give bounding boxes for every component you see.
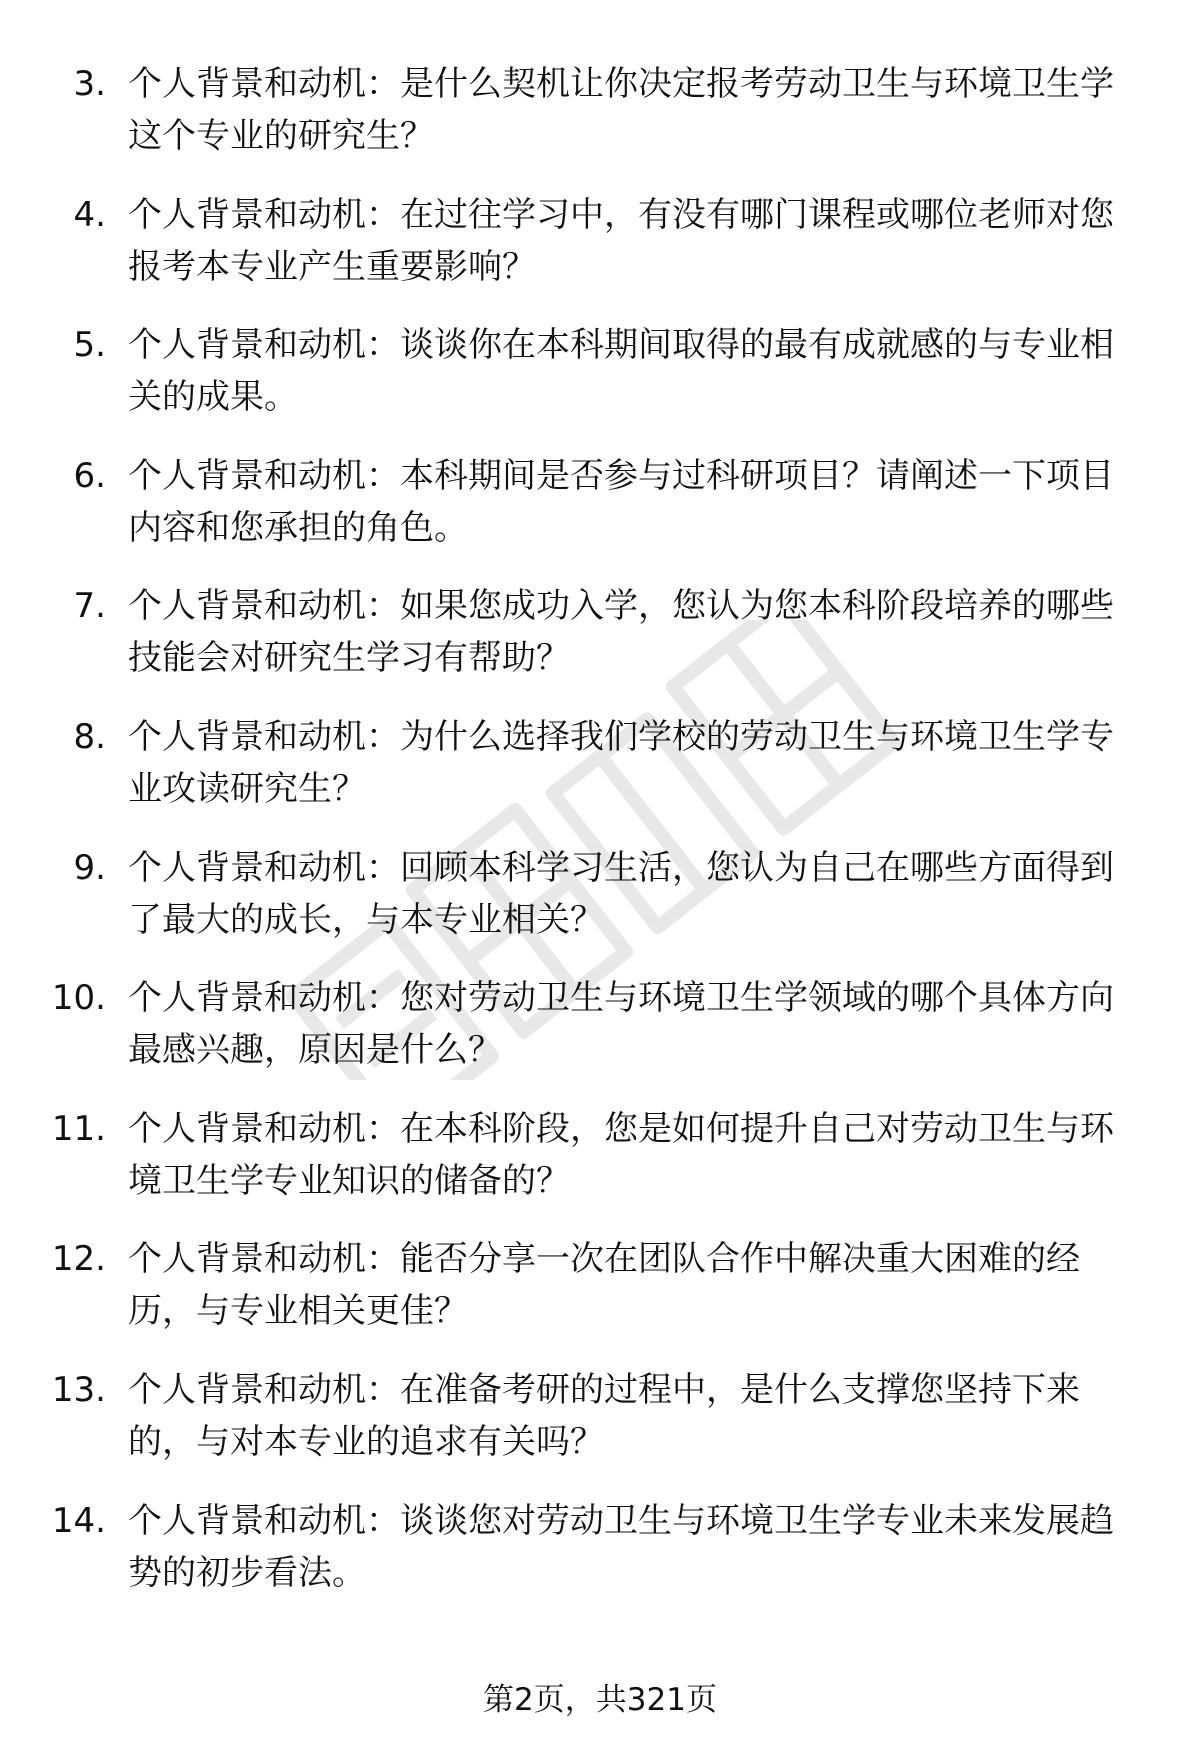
question-text: 个人背景和动机：在准备考研的过程中，是什么支撑您坚持下来的，与对本专业的追求有关吗？ (128, 1369, 1080, 1462)
list-item (0, 1103, 1200, 1234)
list-item (0, 1364, 1200, 1495)
question-text: 个人背景和动机：在本科阶段，您是如何提升自己对劳动卫生与环境卫生学专业知识的储备的？ (128, 1108, 1114, 1201)
question-number: 4. (73, 194, 106, 235)
question-number: 12. (51, 1239, 106, 1280)
question-number: 3. (73, 64, 106, 104)
list-item (0, 711, 1200, 842)
page-footer: 第2页，共321页 (483, 1682, 717, 1718)
list-item (0, 972, 1200, 1103)
list-item (0, 189, 1200, 320)
question-number: 9. (73, 847, 106, 888)
question-number: 13. (51, 1369, 106, 1410)
question-text: 个人背景和动机：在过往学习中，有没有哪门课程或哪位老师对您报考本专业产生重要影响？ (128, 194, 1114, 287)
question-number: 5. (73, 325, 106, 366)
list-item (0, 1233, 1200, 1364)
question-text: 个人背景和动机：您对劳动卫生与环境卫生学领域的哪个具体方向最感兴趣，原因是什么？ (128, 978, 1114, 1071)
question-text: 个人背景和动机：为什么选择我们学校的劳动卫生与环境卫生学专业攻读研究生？ (128, 716, 1114, 809)
question-list (0, 58, 1200, 1625)
question-text: 个人背景和动机：本科期间是否参与过科研项目？请阐述一下项目内容和您承担的角色。 (128, 455, 1114, 548)
question-text: 个人背景和动机：如果您成功入学，您认为您本科阶段培养的哪些技能会对研究生学习有帮助？ (128, 586, 1114, 679)
list-item (0, 58, 1200, 189)
question-text: 个人背景和动机：谈谈你在本科期间取得的最有成就感的与专业相关的成果。 (128, 325, 1114, 418)
question-number: 8. (73, 716, 106, 757)
question-text: 个人背景和动机：能否分享一次在团队合作中解决重大困难的经历，与专业相关更佳？ (128, 1239, 1080, 1332)
question-text: 个人背景和动机：是什么契机让你决定报考劳动卫生与环境卫生学这个专业的研究生？ (128, 64, 1114, 156)
question-number: 11. (51, 1108, 106, 1149)
list-item (0, 580, 1200, 711)
list-item (0, 450, 1200, 581)
list-item (0, 319, 1200, 450)
question-number: 10. (51, 978, 106, 1019)
question-number: 6. (73, 455, 106, 496)
question-number: 7. (73, 586, 106, 627)
list-item (0, 1495, 1200, 1626)
question-number: 14. (51, 1500, 106, 1541)
list-item (0, 842, 1200, 973)
question-text: 个人背景和动机：回顾本科学习生活，您认为自己在哪些方面得到了最大的成长，与本专业相关？ (128, 847, 1114, 940)
question-text: 个人背景和动机：谈谈您对劳动卫生与环境卫生学专业未来发展趋势的初步看法。 (128, 1500, 1114, 1593)
